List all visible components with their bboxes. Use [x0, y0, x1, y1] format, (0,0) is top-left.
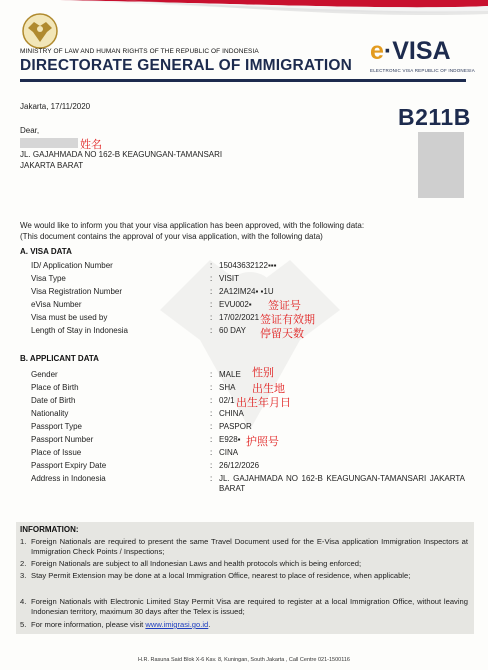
info-item-number: 3.	[20, 571, 27, 580]
garuda-watermark-icon	[150, 200, 350, 500]
colon: :	[210, 370, 213, 379]
annotation-name: 姓名	[80, 138, 102, 151]
applicant-row-label: Gender	[31, 370, 58, 379]
evisa-logo-tagline: ELECTRONIC VISA REPUBLIC OF INDONESIA	[370, 68, 475, 73]
info-item-text: Foreign Nationals are required to present the same Travel Document used for the E-Visa application Immigration Inspectors at Immigration Check Points / Inspections;	[31, 537, 468, 556]
info-item	[20, 620, 468, 630]
imigrasi-website-link[interactable]: www.imigrasi.go.id	[145, 620, 209, 629]
info-item	[20, 571, 468, 591]
applicant-row-value: 02/1	[219, 396, 235, 405]
applicant-row-label: Passport Expiry Date	[31, 461, 107, 470]
visa-index-code: B211B	[398, 104, 471, 130]
garuda-seal-icon	[20, 12, 60, 50]
applicant-row-label: Place of Issue	[31, 448, 82, 457]
colon: :	[210, 461, 213, 470]
colon: :	[210, 435, 213, 444]
applicant-row-value: 26/12/2026	[219, 461, 260, 470]
annotation-evisa-number: 签证号	[268, 299, 301, 312]
colon: :	[210, 300, 213, 309]
info-item-text: Stay Permit Extension may be done at a local Immigration Office, nearest to place of residence, when applicable;	[31, 571, 411, 580]
header-rule	[20, 79, 466, 82]
info-item	[20, 537, 468, 557]
visa-row-value: 60 DAY	[219, 326, 246, 335]
letter-date: Jakarta, 17/11/2020	[20, 102, 91, 111]
footer-address: H.R. Rasuna Said Blok X-6 Kav. 8, Kuningan, South Jakarta , Call Centre 021-1500116	[138, 657, 350, 663]
address-line-2: JAKARTA BARAT	[20, 161, 84, 170]
info-item-number: 5.	[20, 620, 27, 629]
annotation-date-of-birth: 出生年月日	[236, 396, 291, 409]
annotation-gender: 性别	[252, 366, 274, 379]
colon: :	[210, 448, 213, 457]
colon: :	[210, 261, 213, 270]
visa-row-value: VISIT	[219, 274, 240, 283]
information-heading: INFORMATION:	[20, 525, 79, 534]
address-line-1: JL. GAJAHMADA NO 162-B KEAGUNGAN-TAMANSARI	[20, 150, 223, 159]
info-item-text-part: For more information, please visit	[31, 620, 144, 629]
intro-paren-text: (This document contains the approval of your visa application, with the following data)	[20, 232, 323, 241]
applicant-row-label: Place of Birth	[31, 383, 79, 392]
applicant-data-heading: B. APPLICANT DATA	[20, 354, 99, 363]
evisa-logo	[370, 37, 451, 66]
colon: :	[210, 287, 213, 296]
applicant-row-value: CINA	[219, 448, 239, 457]
colon: :	[210, 409, 213, 418]
info-item-number: 1.	[20, 537, 27, 546]
info-item-number: 4.	[20, 597, 27, 606]
applicant-row-value: CHINA	[219, 409, 244, 418]
applicant-row-value: SHA	[219, 383, 236, 392]
visa-row-value: 2A12IM24▪ ▪1U	[219, 287, 274, 296]
visa-row-label: Visa Type	[31, 274, 66, 283]
colon: :	[210, 274, 213, 283]
applicant-address-value: JL. GAJAHMADA NO 162-B KEAGUNGAN-TAMANSARI JAKARTA BARAT	[219, 474, 465, 493]
applicant-row-value: PASPOR	[219, 422, 252, 431]
applicant-row-label: Passport Number	[31, 435, 94, 444]
flag-ribbon	[0, 0, 488, 18]
visa-row-label: eVisa Number	[31, 300, 82, 309]
visa-row-label: Visa Registration Number	[31, 287, 123, 296]
visa-row-label: Length of Stay in Indonesia	[31, 326, 128, 335]
annotation-passport-number: 护照号	[246, 435, 279, 448]
visa-row-value: 15043632122▪▪▪	[219, 261, 277, 270]
info-item-text: Foreign Nationals with Electronic Limited Stay Permit Visa are required to register at a local Immigration Office, without leaving Indonesian territory, maximum 30 days after the Telex is issued;	[31, 597, 468, 616]
info-item-text	[31, 620, 468, 630]
annotation-place-of-birth: 出生地	[252, 382, 285, 395]
applicant-row-label: Date of Birth	[31, 396, 76, 405]
visa-row-value: 17/02/2021	[219, 313, 260, 322]
annotation-visa-validity: 签证有效期	[260, 313, 315, 326]
colon: :	[210, 313, 213, 322]
evisa-logo-e: e	[370, 37, 384, 65]
visa-row-label: Visa must be used by	[31, 313, 108, 322]
visa-data-heading: A. VISA DATA	[20, 247, 72, 256]
applicant-row-label: Nationality	[31, 409, 69, 418]
visa-row-label: ID/ Application Number	[31, 261, 113, 270]
info-item	[20, 597, 468, 617]
applicant-row-label: Address in Indonesia	[31, 474, 106, 483]
ministry-name: MINISTRY OF LAW AND HUMAN RIGHTS OF THE REPUBLIC OF INDONESIA	[20, 48, 259, 55]
applicant-row-value: E928▪	[219, 435, 241, 444]
annotation-length-of-stay: 停留天数	[260, 327, 304, 340]
intro-text: We would like to inform you that your visa application has been approved, with the following data:	[20, 221, 365, 230]
colon: :	[210, 396, 213, 405]
applicant-row-label: Passport Type	[31, 422, 82, 431]
salutation: Dear,	[20, 126, 40, 135]
colon: :	[210, 422, 213, 431]
evisa-logo-visa: ·VISA	[383, 37, 451, 65]
colon: :	[210, 474, 213, 483]
colon: :	[210, 383, 213, 392]
info-item-tail: .	[208, 620, 211, 629]
directorate-title: DIRECTORATE GENERAL OF IMMIGRATION	[20, 57, 353, 74]
info-item	[20, 559, 468, 569]
applicant-row-value: MALE	[219, 370, 241, 379]
name-redaction	[20, 138, 78, 148]
visa-row-value: EVU002▪	[219, 300, 252, 309]
info-item-text: Foreign Nationals are subject to all Indonesian Laws and health protocols which is being enforced;	[31, 559, 362, 568]
info-item-number: 2.	[20, 559, 27, 568]
colon: :	[210, 326, 213, 335]
qr-code-redacted	[418, 132, 464, 198]
